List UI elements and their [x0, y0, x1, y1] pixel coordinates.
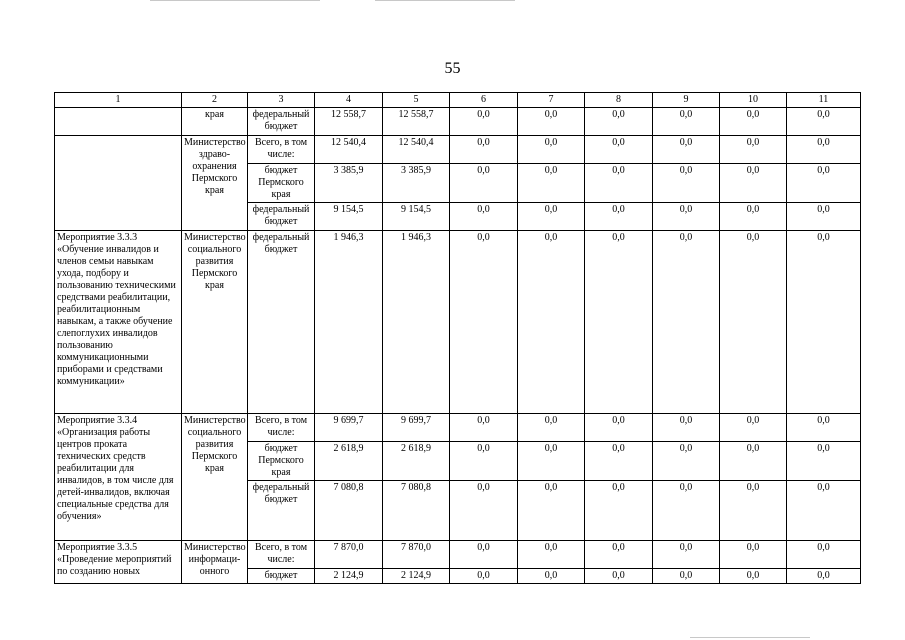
value-cell: 0,0 — [720, 108, 787, 136]
value-cell: 0,0 — [720, 203, 787, 231]
executor-cell: края — [182, 108, 248, 136]
column-header: 7 — [518, 93, 585, 108]
value-cell: 0,0 — [450, 164, 518, 203]
value-cell: 0,0 — [450, 541, 518, 569]
value-cell: 2 124,9 — [383, 569, 450, 584]
value-cell: 0,0 — [787, 541, 861, 569]
value-cell: 1 946,3 — [315, 231, 383, 414]
value-cell: 7 870,0 — [383, 541, 450, 569]
funding-source-cell: федеральный бюджет — [248, 203, 315, 231]
table-row — [55, 414, 861, 442]
value-cell: 0,0 — [787, 203, 861, 231]
value-cell: 0,0 — [450, 481, 518, 541]
value-cell: 0,0 — [720, 569, 787, 584]
value-cell: 1 946,3 — [383, 231, 450, 414]
value-cell: 0,0 — [518, 541, 585, 569]
value-cell: 0,0 — [518, 164, 585, 203]
value-cell: 0,0 — [653, 108, 720, 136]
measure-name-cell — [55, 108, 182, 136]
value-cell: 2 124,9 — [315, 569, 383, 584]
column-header: 4 — [315, 93, 383, 108]
column-header: 8 — [585, 93, 653, 108]
column-header: 5 — [383, 93, 450, 108]
value-cell: 0,0 — [720, 164, 787, 203]
value-cell: 0,0 — [653, 136, 720, 164]
column-header: 6 — [450, 93, 518, 108]
budget-table — [54, 92, 861, 584]
funding-source-cell: федеральный бюджет — [248, 481, 315, 541]
value-cell: 0,0 — [653, 442, 720, 481]
value-cell: 0,0 — [787, 164, 861, 203]
value-cell: 0,0 — [585, 231, 653, 414]
measure-name-cell: Мероприятие 3.3.4 «Организация работы центров проката технических средств реабилитации для инвалидов, в том числе для детей-инвалидов, включая специальные средства для обучения» — [55, 414, 182, 541]
value-cell: 0,0 — [787, 136, 861, 164]
value-cell: 0,0 — [585, 442, 653, 481]
funding-source-cell: федеральный бюджет — [248, 231, 315, 414]
value-cell: 7 080,8 — [383, 481, 450, 541]
executor-cell: Министерство социального развития Пермского края — [182, 414, 248, 541]
funding-source-cell: Всего, в том числе: — [248, 541, 315, 569]
funding-source-cell: Всего, в том числе: — [248, 414, 315, 442]
value-cell: 3 385,9 — [315, 164, 383, 203]
column-header: 9 — [653, 93, 720, 108]
value-cell: 0,0 — [720, 136, 787, 164]
column-header: 3 — [248, 93, 315, 108]
value-cell: 0,0 — [450, 203, 518, 231]
value-cell: 7 080,8 — [315, 481, 383, 541]
value-cell: 0,0 — [585, 203, 653, 231]
value-cell: 0,0 — [450, 136, 518, 164]
value-cell: 0,0 — [450, 442, 518, 481]
value-cell: 12 558,7 — [315, 108, 383, 136]
value-cell: 0,0 — [585, 164, 653, 203]
funding-source-cell: федеральный бюджет — [248, 108, 315, 136]
value-cell: 0,0 — [518, 136, 585, 164]
value-cell: 0,0 — [787, 108, 861, 136]
value-cell: 0,0 — [653, 569, 720, 584]
funding-source-cell: бюджет Пермского края — [248, 164, 315, 203]
value-cell: 7 870,0 — [315, 541, 383, 569]
value-cell: 0,0 — [787, 414, 861, 442]
scan-line-bottom — [690, 637, 810, 638]
value-cell: 0,0 — [585, 136, 653, 164]
value-cell: 0,0 — [450, 414, 518, 442]
value-cell: 0,0 — [518, 108, 585, 136]
value-cell: 0,0 — [787, 569, 861, 584]
executor-cell: Министерство здраво-охранения Пермского края — [182, 136, 248, 231]
value-cell: 0,0 — [720, 541, 787, 569]
executor-cell: Министерство социального развития Пермского края — [182, 231, 248, 414]
value-cell: 9 154,5 — [383, 203, 450, 231]
value-cell: 0,0 — [585, 414, 653, 442]
value-cell: 0,0 — [653, 231, 720, 414]
value-cell: 0,0 — [450, 569, 518, 584]
value-cell: 0,0 — [585, 481, 653, 541]
value-cell: 0,0 — [720, 442, 787, 481]
table-row — [55, 136, 861, 164]
value-cell: 0,0 — [585, 541, 653, 569]
value-cell: 0,0 — [653, 541, 720, 569]
column-header: 10 — [720, 93, 787, 108]
value-cell: 0,0 — [518, 203, 585, 231]
table-header-row — [55, 93, 861, 108]
executor-cell: Министерство информаци-онного — [182, 541, 248, 584]
measure-name-cell — [55, 136, 182, 231]
value-cell: 0,0 — [585, 108, 653, 136]
value-cell: 9 154,5 — [315, 203, 383, 231]
value-cell: 0,0 — [653, 481, 720, 541]
table-row — [55, 108, 861, 136]
value-cell: 9 699,7 — [383, 414, 450, 442]
measure-name-cell: Мероприятие 3.3.5 «Проведение мероприятий по созданию новых — [55, 541, 182, 584]
column-header: 2 — [182, 93, 248, 108]
value-cell: 0,0 — [450, 108, 518, 136]
measure-name-cell: Мероприятие 3.3.3 «Обучение инвалидов и членов семьи навыкам ухода, подбору и пользованию техническими средствами реабилитации, реабилитационным навыкам, а также обучение слепоглухих инвалидов пользованию коммуникационными приборами и средствами коммуникации» — [55, 231, 182, 414]
page-number: 55 — [444, 60, 461, 77]
value-cell: 0,0 — [720, 481, 787, 541]
value-cell: 0,0 — [518, 442, 585, 481]
value-cell: 0,0 — [653, 414, 720, 442]
value-cell: 3 385,9 — [383, 164, 450, 203]
scan-line-top-left — [150, 0, 320, 1]
scan-line-top-right — [375, 0, 515, 1]
value-cell: 2 618,9 — [315, 442, 383, 481]
value-cell: 0,0 — [787, 231, 861, 414]
value-cell: 0,0 — [653, 203, 720, 231]
value-cell: 9 699,7 — [315, 414, 383, 442]
value-cell: 12 540,4 — [383, 136, 450, 164]
value-cell: 0,0 — [787, 442, 861, 481]
table-row — [55, 231, 861, 414]
value-cell: 2 618,9 — [383, 442, 450, 481]
value-cell: 0,0 — [518, 231, 585, 414]
value-cell: 12 558,7 — [383, 108, 450, 136]
value-cell: 0,0 — [518, 569, 585, 584]
funding-source-cell: бюджет Пермского края — [248, 442, 315, 481]
value-cell: 12 540,4 — [315, 136, 383, 164]
funding-source-cell: Всего, в том числе: — [248, 136, 315, 164]
value-cell: 0,0 — [518, 414, 585, 442]
column-header: 11 — [787, 93, 861, 108]
value-cell: 0,0 — [653, 164, 720, 203]
table-row — [55, 541, 861, 569]
value-cell: 0,0 — [720, 231, 787, 414]
value-cell: 0,0 — [720, 414, 787, 442]
column-header: 1 — [55, 93, 182, 108]
value-cell: 0,0 — [450, 231, 518, 414]
value-cell: 0,0 — [518, 481, 585, 541]
funding-source-cell: бюджет — [248, 569, 315, 584]
value-cell: 0,0 — [585, 569, 653, 584]
value-cell: 0,0 — [787, 481, 861, 541]
